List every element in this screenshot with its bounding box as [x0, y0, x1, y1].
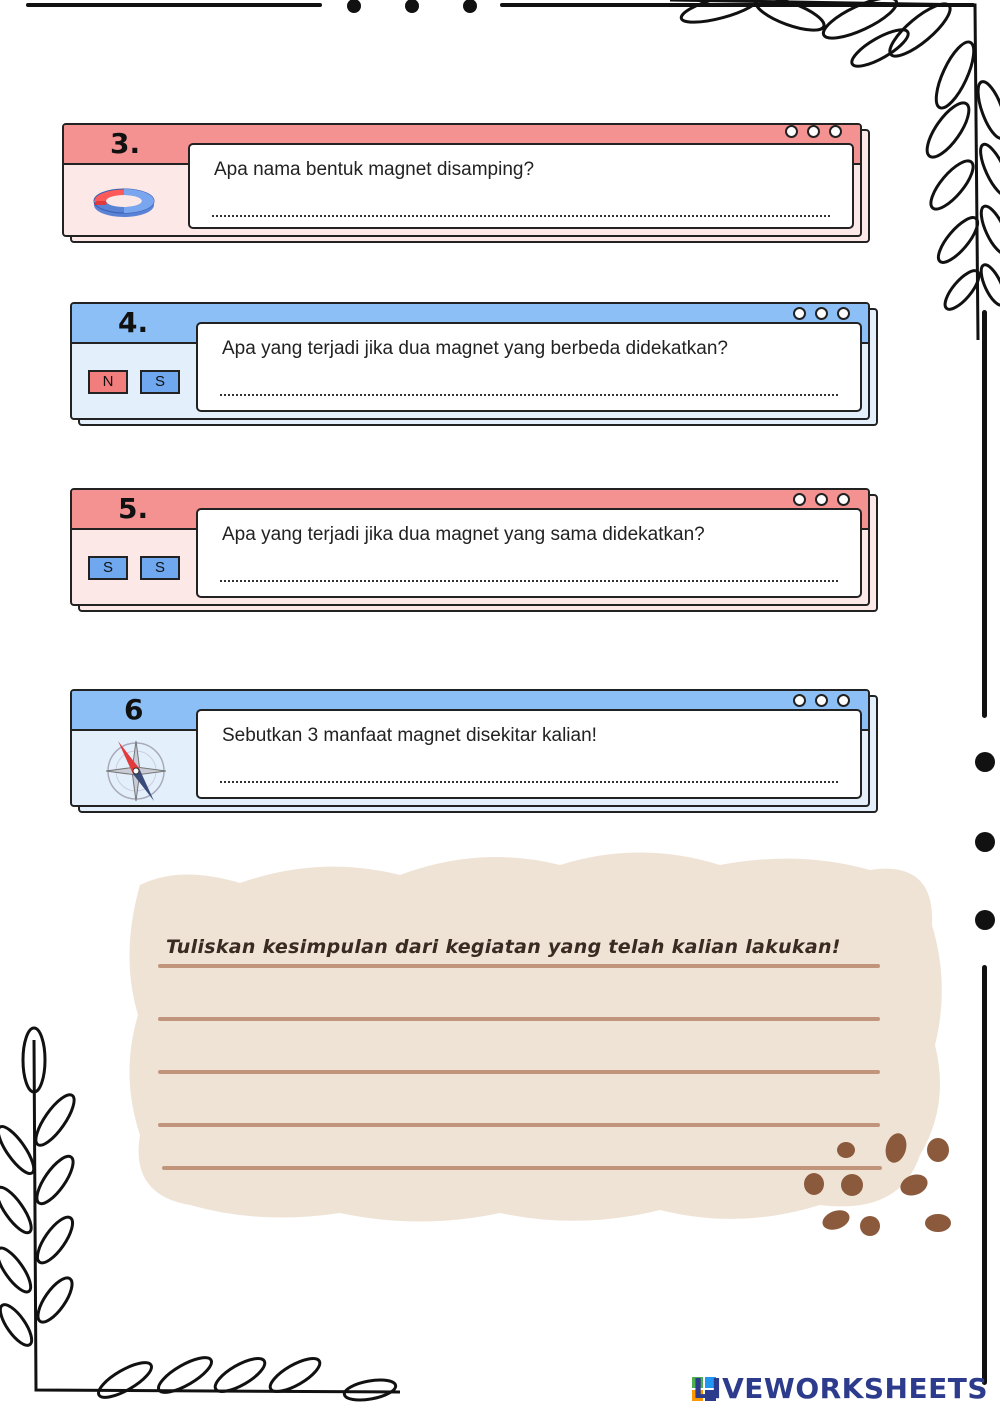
magnet-south-label: S: [140, 370, 180, 394]
window-dot-icon: [815, 493, 828, 506]
writing-line[interactable]: [158, 964, 880, 968]
window-dot-icon: [793, 694, 806, 707]
question-text: Apa yang terjadi jika dua magnet yang berbeda didekatkan?: [222, 338, 728, 359]
right-divider-bottom: [982, 965, 987, 1385]
question-card-4: [70, 302, 870, 420]
top-dot: [347, 0, 361, 13]
magnet-north-label: N: [88, 370, 128, 394]
window-dot-icon: [793, 493, 806, 506]
window-dot-icon: [815, 694, 828, 707]
answer-field[interactable]: [220, 781, 838, 783]
compass-icon: [98, 733, 174, 809]
answer-field[interactable]: [212, 215, 830, 217]
question-text: Apa nama bentuk magnet disamping?: [214, 159, 535, 180]
window-dot-icon: [837, 493, 850, 506]
right-dot: [975, 910, 995, 930]
question-number: 6: [124, 693, 144, 726]
right-dot: [975, 832, 995, 852]
question-panel: [188, 143, 854, 229]
question-card-6: [70, 689, 870, 807]
window-dot-icon: [785, 125, 798, 138]
question-panel: [196, 322, 862, 412]
right-divider-top: [982, 310, 987, 718]
answer-field[interactable]: [220, 580, 838, 582]
question-text: Apa yang terjadi jika dua magnet yang sama didekatkan?: [222, 524, 705, 545]
window-dot-icon: [807, 125, 820, 138]
conclusion-prompt: Tuliskan kesimpulan dari kegiatan yang telah kalian lakukan!: [166, 936, 841, 958]
question-text: Sebutkan 3 manfaat magnet disekitar kalian!: [222, 725, 597, 746]
magnet-south-label: S: [88, 556, 128, 580]
question-card-3: [62, 123, 862, 237]
question-panel: [196, 508, 862, 598]
answer-field[interactable]: [220, 394, 838, 396]
question-number: 5.: [118, 492, 149, 525]
top-dot: [405, 0, 419, 13]
question-number: 3.: [110, 127, 141, 160]
leaf-branch-bottom-left-icon: [0, 1020, 410, 1414]
question-card-5: [70, 488, 870, 606]
window-dot-icon: [837, 307, 850, 320]
window-dot-icon: [793, 307, 806, 320]
window-dot-icon: [815, 307, 828, 320]
window-dot-icon: [829, 125, 842, 138]
footer-brand: LIVEWORKSHEETS: [692, 1372, 988, 1405]
window-dot-icon: [837, 694, 850, 707]
question-number: 4.: [118, 306, 149, 339]
ring-magnet-icon: [92, 187, 156, 219]
right-dot: [975, 752, 995, 772]
question-panel: [196, 709, 862, 799]
top-dot: [463, 0, 477, 13]
top-divider-left: [26, 3, 322, 7]
magnet-south-label: S: [140, 556, 180, 580]
brown-dots-decoration-icon: [800, 1130, 960, 1240]
